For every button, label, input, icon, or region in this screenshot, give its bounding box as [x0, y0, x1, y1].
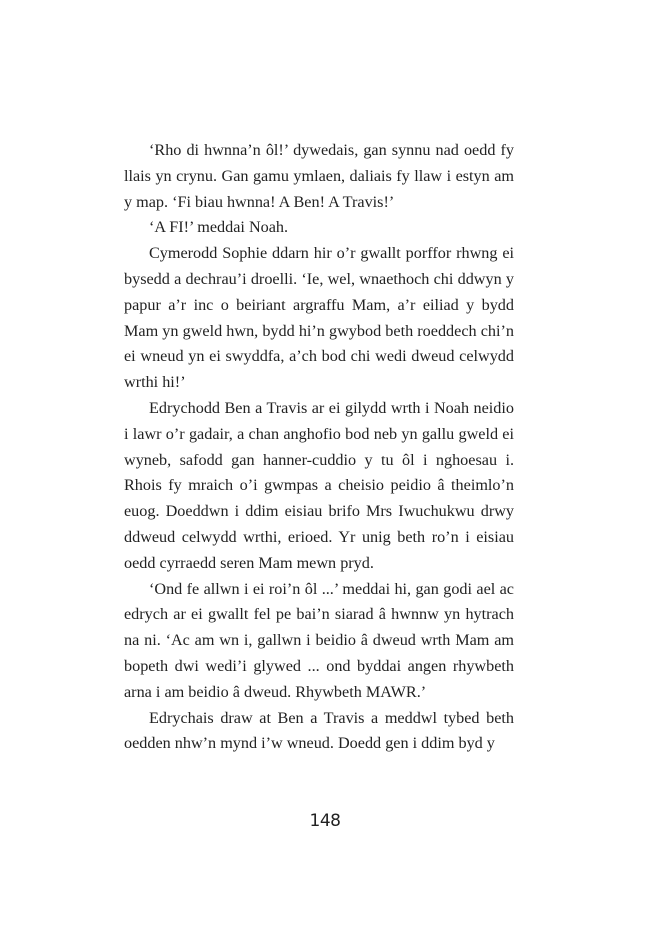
body-text [124, 138, 514, 757]
paragraph-5: ‘Ond fe allwn i ei roi’n ôl ...’ meddai hi, gan godi ael ac edrych ar ei gwallt fel pe bai’n siarad â hwnnw yn hytrach na ni. ‘Ac am wn i, gallwn i beidio â dweud wrth Mam am bopeth dwi wedi’i glywed ... ond byddai angen rhywbeth arna i am beidio â dweud. Rhywbeth MAWR.’ [124, 579, 514, 701]
paragraph-1: ‘Rho di hwnna’n ôl!’ dywedais, gan synnu nad oedd fy llais yn crynu. Gan gamu ymlaen, daliais fy llaw i estyn am y map. ‘Fi biau hwnna! A Ben! A Travis!’ [124, 141, 514, 211]
page-number: 148 [309, 811, 341, 831]
paragraph-6: Edrychais draw at Ben a Travis a meddwl tybed beth oedden nhw’n mynd i’w wneud. Doedd gen i ddim byd y [124, 708, 514, 753]
paragraph-4: Edrychodd Ben a Travis ar ei gilydd wrth i Noah neidio i lawr o’r gadair, a chan anghofio bod neb yn gallu gweld ei wyneb, safodd gan hanner-cuddio y tu ôl i nghoesau i. Rhois fy mraich o’i gwmpas a cheisio peidio â theimlo’n euog. Doeddwn i ddim eisiau brifo Mrs Iwuchukwu drwy ddweud celwydd wrthi, erioed. Yr unig beth ro’n i eisiau oedd cyrraedd seren Mam mewn pryd. [124, 398, 514, 572]
paragraph-3: Cymerodd Sophie ddarn hir o’r gwallt porffor rhwng ei bysedd a dechrau’i droelli. ‘Ie, wel, wnaethoch chi ddwyn y papur a’r inc o beiriant argraffu Mam, a’r eiliad y bydd Mam yn gweld hwn, bydd hi’n gwybod beth roeddech chi’n ei wneud yn ei swyddfa, a’ch bod chi wedi dweud celwydd wrthi hi!’ [124, 244, 514, 392]
paragraph-2: ‘A FI!’ meddai Noah. [149, 218, 289, 237]
